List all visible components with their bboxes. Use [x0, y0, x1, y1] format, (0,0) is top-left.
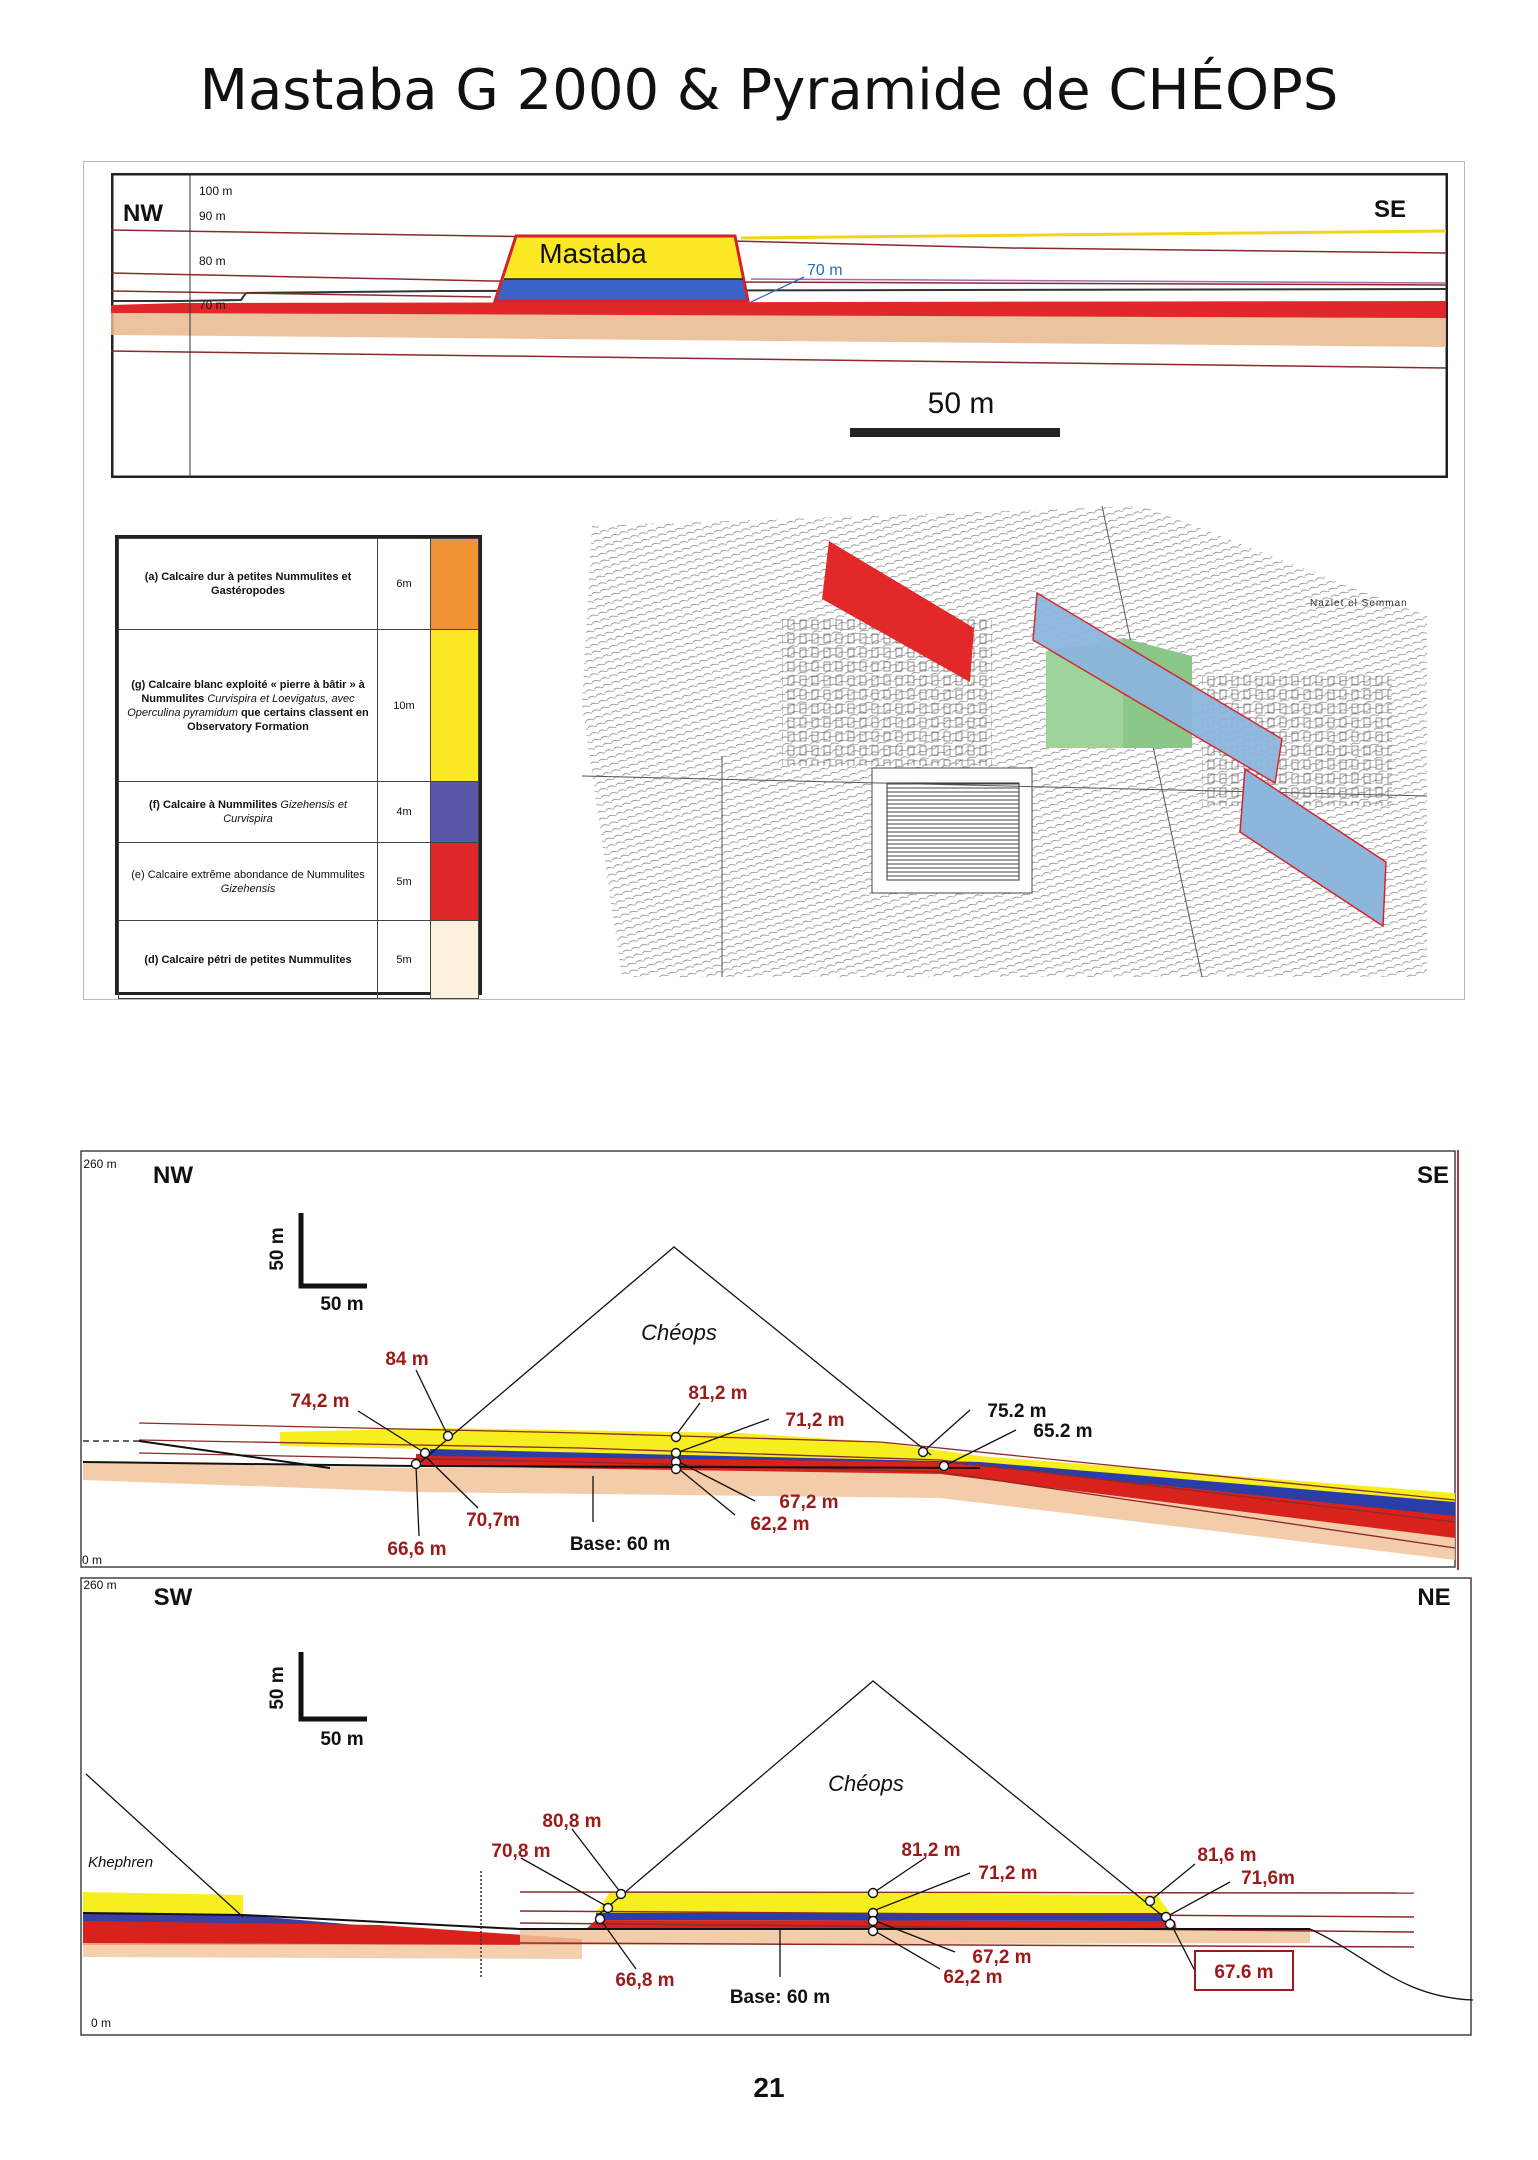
legend-description: (d) Calcaire pétri de petites Nummulites — [119, 921, 378, 999]
legend-swatch — [431, 843, 479, 921]
legend-description: (e) Calcaire extrême abondance de Nummulites Gizehensis — [119, 843, 378, 921]
elevation-label: 90 m — [199, 209, 226, 223]
legend-row — [119, 630, 479, 782]
scale-horizontal-label: 50 m — [320, 1729, 364, 1750]
legend-swatch — [431, 630, 479, 782]
map-place-label: Nazlet el Semman — [1310, 598, 1408, 609]
legend-row — [119, 782, 479, 843]
direction-ne: NE — [1417, 1584, 1451, 1611]
legend-description: (a) Calcaire dur à petites Nummulites et Gastéropodes — [119, 539, 378, 630]
scale-bar — [850, 428, 1060, 437]
legend-row — [119, 539, 479, 630]
elevation-label: 81,6 m — [1197, 1845, 1257, 1866]
elevation-bottom: 0 m — [81, 1553, 103, 1567]
mastaba-label: Mastaba — [539, 238, 647, 269]
elevation-label: 62,2 m — [943, 1967, 1003, 1988]
mastaba-shape-limestone-f — [495, 279, 748, 301]
elevation-label: 67,2 m — [779, 1492, 839, 1513]
direction-nw: NW — [123, 200, 163, 227]
elevation-label: 75.2 m — [987, 1401, 1047, 1422]
pyramid-label: Chéops — [828, 1771, 904, 1796]
elevation-bottom: 0 m — [90, 2016, 112, 2030]
stratum-beige — [83, 1943, 582, 1959]
base-label: Base: 60 m — [569, 1534, 671, 1555]
legend-thickness: 4m — [378, 782, 431, 843]
elevation-label: 67,2 m — [972, 1947, 1032, 1968]
legend-thickness: 5m — [378, 843, 431, 921]
pyramid-label: Chéops — [641, 1320, 717, 1345]
elevation-label: 81,2 m — [688, 1383, 748, 1404]
legend-swatch — [431, 921, 479, 999]
elevation-label: 71,2 m — [978, 1863, 1038, 1884]
khephren-pyramid-plan — [887, 783, 1019, 880]
stratum-yellow — [596, 1892, 1170, 1913]
elevation-label: 71,2 m — [785, 1410, 845, 1431]
elevation-label: 84 m — [385, 1349, 429, 1370]
legend-description: (g) Calcaire blanc exploité « pierre à bâtir » à Nummulites Curvispira et Loevigatus, avec Operculina pyramidum que certains classent en Observatory Formation — [119, 630, 378, 782]
site-map — [582, 506, 1427, 977]
elevation-top: 260 m — [83, 1157, 117, 1171]
direction-sw: SW — [153, 1584, 193, 1611]
cheops-section-sw-ne — [80, 1577, 1473, 2037]
legend-description: (f) Calcaire à Nummilites Gizehensis et Curvispira — [119, 782, 378, 843]
khephren-label: Khephren — [88, 1854, 154, 1871]
elevation-label: 70,8 m — [491, 1841, 551, 1862]
direction-nw: NW — [153, 1162, 193, 1189]
elevation-label: 100 m — [199, 184, 233, 198]
elevation-label: 62,2 m — [750, 1514, 810, 1535]
elevation-label: 80 m — [199, 254, 226, 268]
stratigraphy-legend — [115, 535, 482, 995]
elevation-label: 65.2 m — [1033, 1421, 1093, 1442]
legend-thickness: 6m — [378, 539, 431, 630]
legend-row — [119, 921, 479, 999]
elevation-label: 74,2 m — [290, 1391, 350, 1412]
direction-se: SE — [1416, 1162, 1450, 1189]
level-label: 70 m — [807, 262, 843, 279]
mastaba-cross-section — [111, 173, 1448, 478]
legend-row — [119, 843, 479, 921]
elevation-label: 71,6m — [1241, 1868, 1295, 1889]
legend-swatch — [431, 782, 479, 843]
elevation-top: 260 m — [83, 1578, 117, 1592]
direction-se: SE — [1373, 196, 1407, 223]
elevation-label: 70 m — [199, 298, 226, 312]
scale-horizontal-label: 50 m — [320, 1294, 364, 1315]
page-number: 21 — [753, 2072, 785, 2103]
scale-vertical-label: 50 m — [267, 1666, 288, 1710]
legend-thickness: 5m — [378, 921, 431, 999]
scale-vertical-label: 50 m — [267, 1227, 288, 1271]
elevation-label-highlighted: 67.6 m — [1214, 1962, 1274, 1983]
scale-label: 50 m — [927, 387, 995, 420]
cheops-section-nw-se — [80, 1150, 1462, 1570]
page-title: Mastaba G 2000 & Pyramide de CHÉOPS — [199, 58, 1339, 123]
legend-swatch — [431, 539, 479, 630]
legend-thickness: 10m — [378, 630, 431, 782]
elevation-label: 66,6 m — [387, 1539, 447, 1560]
elevation-label: 70,7m — [466, 1510, 520, 1531]
elevation-label: 66,8 m — [615, 1970, 675, 1991]
elevation-label: 81,2 m — [901, 1840, 961, 1861]
elevation-label: 80,8 m — [542, 1811, 602, 1832]
base-label: Base: 60 m — [729, 1987, 831, 2008]
